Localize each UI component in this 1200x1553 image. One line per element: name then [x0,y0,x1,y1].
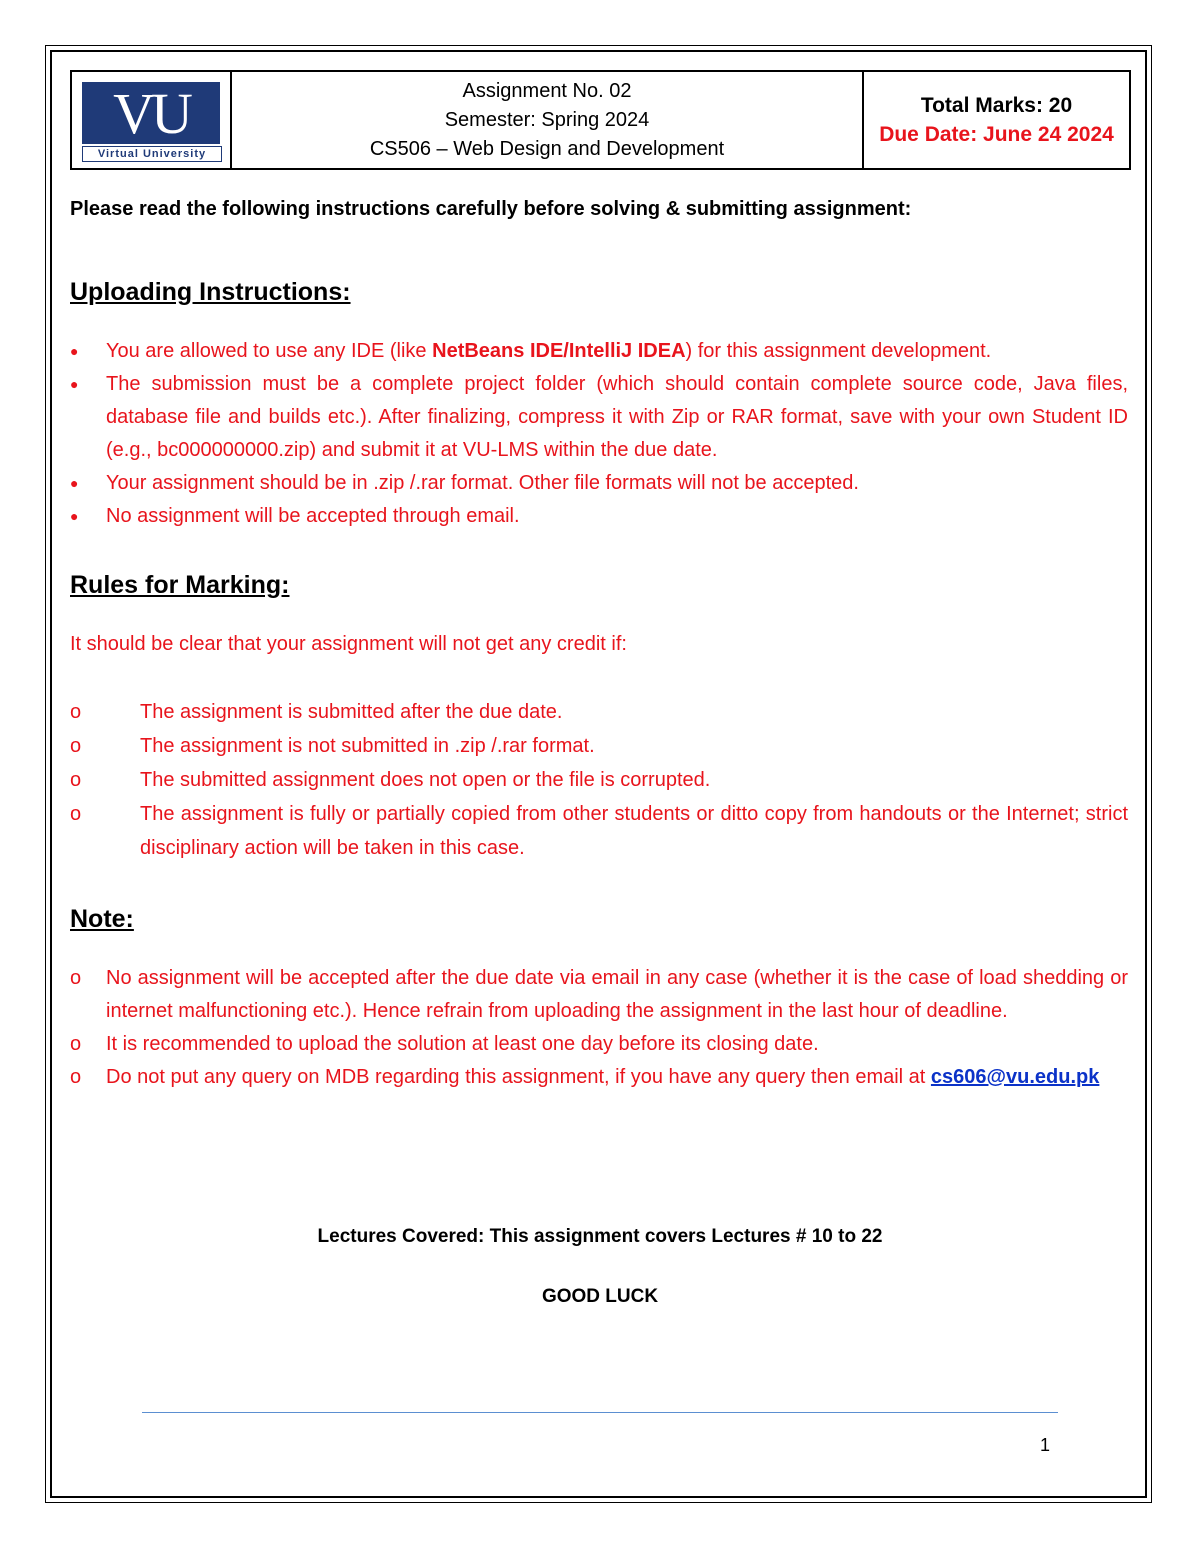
marks-cell [864,72,1129,168]
header-table [70,70,1131,170]
logo-mark: VU [113,81,189,146]
list-item: ● No assignment will be accepted through email. [70,500,1128,533]
semester: Semester: Spring 2024 [444,108,650,131]
good-luck: GOOD LUCK [541,1286,659,1307]
uploading-heading: Uploading Instructions: [70,278,351,306]
due-date: Due Date: June 24 2024 [879,123,1114,146]
list-item: o The assignment is not submitted in .zip /.rar format. [70,735,595,757]
uploading-list [70,335,1128,533]
footer-rule [142,1412,1058,1413]
note-list [70,962,1128,1094]
rules-lead: It should be clear that your assignment will not get any credit if: [70,633,627,655]
assignment-number: Assignment No. 02 [462,79,632,102]
list-item: ● Your assignment should be in .zip /.rar format. Other file formats will not be accepted. [70,467,1128,500]
vu-logo [82,82,222,168]
list-item: o It is recommended to upload the solution at least one day before its closing date. [70,1033,819,1055]
list-item: o Do not put any query on MDB regarding this assignment, if you have any query then email at cs606@vu.edu.pk [70,1066,1100,1088]
total-marks: Total Marks: 20 [920,94,1073,117]
contact-email-link[interactable]: cs606@vu.edu.pk [930,1066,1100,1088]
logo-text: Virtual University [82,146,222,162]
rules-heading: Rules for Marking: [70,571,290,599]
intro-text: Please read the following instructions carefully before solving & submitting assignment: [70,198,912,220]
list-item: o The assignment is submitted after the due date. [70,701,563,723]
lectures-covered: Lectures Covered: This assignment covers Lectures # 10 to 22 [317,1226,883,1247]
list-item: ● You are allowed to use any IDE (like NetBeans IDE/IntelliJ IDEA) for this assignment development. [70,335,1128,368]
list-item: o The submitted assignment does not open or the file is corrupted. [70,769,711,791]
page-number: 1 [1040,1435,1051,1455]
list-item: o The assignment is fully or partially copied from other students or ditto copy from handouts or the Internet; strict disciplinary action will be taken in this case. [70,803,1128,859]
rules-list [70,695,1128,865]
course-title: CS506 – Web Design and Development [369,137,725,160]
list-item: o No assignment will be accepted after the due date via email in any case (whether it is the case of load shedding or internet malfunctioning etc.). Hence refrain from uploading the assignment in the last hour of deadline. [70,967,1128,1022]
header-title-cell [232,72,864,168]
note-heading: Note: [70,905,134,933]
list-item: ● The submission must be a complete project folder (which should contain complete source code, Java files, database file and builds etc.). After finalizing, compress it with Zip or RAR format, save with your own Student ID (e.g., bc000000000.zip) and submit it at VU-LMS within the due date. [70,368,1128,467]
logo-cell [72,72,232,168]
